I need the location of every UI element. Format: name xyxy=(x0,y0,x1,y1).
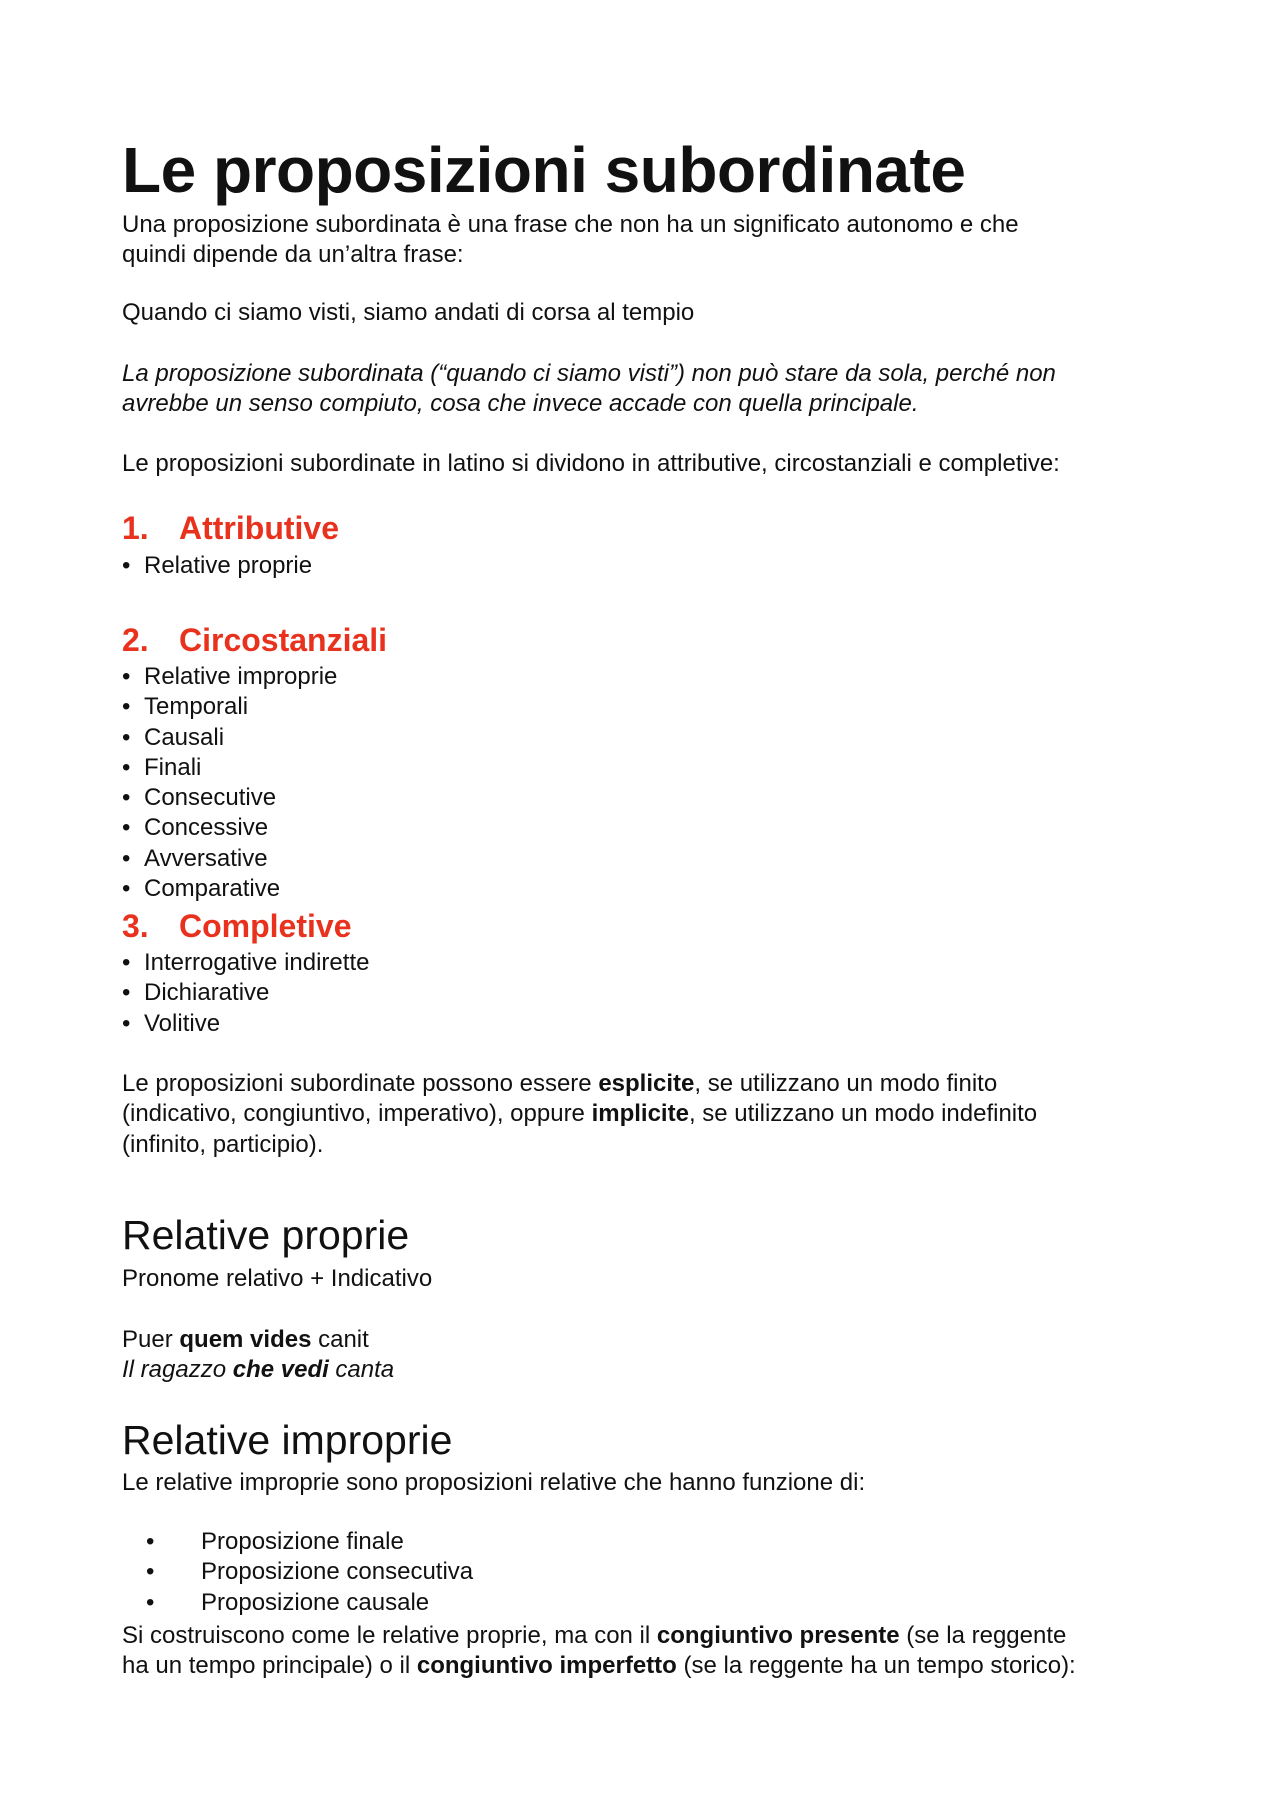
bullet-icon: • xyxy=(122,753,131,781)
list-item-text: Proposizione finale xyxy=(201,1528,404,1555)
section-heading-attributive xyxy=(122,510,339,546)
text-line: Una proposizione subordinata è una frase che non ha un significato autonomo e che xyxy=(122,211,1019,238)
list-item-text: Comparative xyxy=(144,875,281,903)
italian-translation xyxy=(122,1355,394,1385)
circostanziali-list xyxy=(122,662,337,904)
list-item-text: Relative improprie xyxy=(144,663,338,690)
section-heading-circostanziali xyxy=(122,622,387,658)
bullet-icon: • xyxy=(122,693,131,721)
improprie-intro: Le relative improprie sono proposizioni relative che hanno funzione di: xyxy=(122,1469,866,1496)
bullet-icon: • xyxy=(122,979,131,1007)
list-item xyxy=(122,551,312,581)
latin-example xyxy=(122,1325,394,1355)
list-item xyxy=(122,783,337,813)
bullet-icon: • xyxy=(146,1588,155,1616)
bullet-icon: • xyxy=(122,552,131,579)
text: ha un tempo principale) o il xyxy=(122,1652,417,1680)
list-item-text: Avversative xyxy=(144,844,268,872)
bold-term: quem vides xyxy=(179,1326,312,1353)
text-line: La proposizione subordinata (“quando ci siamo visti”) non può stare da sola, perché non xyxy=(122,360,1056,387)
text: Le proposizioni subordinate possono essere xyxy=(122,1070,599,1097)
bullet-icon: • xyxy=(122,949,131,976)
improprie-list xyxy=(122,1527,473,1618)
list-item xyxy=(122,753,337,783)
bold-term: esplicite xyxy=(598,1070,695,1097)
bullet-icon: • xyxy=(122,844,131,872)
list-item-text: Proposizione causale xyxy=(201,1588,430,1616)
list-item-text: Dichiarative xyxy=(144,979,270,1007)
text-line: (infinito, participio). xyxy=(122,1130,324,1158)
section-title: Circostanziali xyxy=(179,622,388,658)
bullet-icon: • xyxy=(122,784,131,812)
list-item xyxy=(122,1588,473,1618)
text: , se utilizzano un modo finito xyxy=(694,1070,998,1097)
completive-list xyxy=(122,948,369,1039)
list-item xyxy=(122,874,337,904)
section-number: 1. xyxy=(122,510,149,546)
bullet-icon: • xyxy=(122,1009,131,1037)
section-heading-completive xyxy=(122,908,351,944)
example-sentence: Quando ci siamo visti, siamo andati di corsa al tempio xyxy=(122,299,695,326)
bullet-icon: • xyxy=(122,875,131,903)
section-number: 2. xyxy=(122,622,149,658)
section-title: Attributive xyxy=(179,510,339,546)
improprie-paragraph xyxy=(122,1621,1076,1682)
text-line xyxy=(122,1099,1037,1129)
bullet-icon: • xyxy=(146,1558,155,1586)
list-item xyxy=(122,948,369,978)
page-title: Le proposizioni subordinate xyxy=(122,134,966,206)
bold-term: congiuntivo presente xyxy=(656,1622,900,1649)
list-item-text: Causali xyxy=(144,723,225,751)
division-paragraph: Le proposizioni subordinate in latino si dividono in attributive, circostanziali e completive: xyxy=(122,450,1060,477)
text-line xyxy=(122,1621,1076,1651)
intro-paragraph xyxy=(122,210,1019,271)
attributive-list xyxy=(122,551,312,581)
heading-relative-proprie: Relative proprie xyxy=(122,1212,410,1258)
list-item xyxy=(122,723,337,753)
bullet-icon: • xyxy=(122,663,131,690)
section-number: 3. xyxy=(122,908,149,944)
bullet-icon: • xyxy=(122,723,131,751)
list-item xyxy=(122,1527,473,1557)
text: (indicativo, congiuntivo, imperativo), oppure xyxy=(122,1100,592,1128)
list-item-text: Volitive xyxy=(144,1009,221,1037)
note-paragraph xyxy=(122,359,1056,420)
text: Si costruiscono come le relative proprie, ma con il xyxy=(122,1622,657,1649)
list-item xyxy=(122,662,337,692)
bold-term: congiuntivo imperfetto xyxy=(416,1652,677,1680)
text: (se la reggente xyxy=(899,1622,1067,1649)
list-item xyxy=(122,1557,473,1587)
list-item-text: Concessive xyxy=(144,814,269,842)
list-item-text: Finali xyxy=(144,753,202,781)
bullet-icon: • xyxy=(122,814,131,842)
example-block xyxy=(122,1325,394,1386)
text: Puer xyxy=(122,1326,180,1353)
text: canta xyxy=(328,1356,395,1384)
list-item-text: Proposizione consecutiva xyxy=(201,1558,474,1586)
rule-text: Pronome relativo + Indicativo xyxy=(122,1265,433,1292)
list-item xyxy=(122,978,369,1008)
list-item xyxy=(122,1009,369,1039)
text-line xyxy=(122,1069,1037,1099)
bold-term: implicite xyxy=(591,1100,689,1128)
heading-relative-improprie: Relative improprie xyxy=(122,1417,453,1463)
text-line: quindi dipende da un’altra frase: xyxy=(122,241,464,269)
list-item-text: Temporali xyxy=(144,693,249,721)
text: (se la reggente ha un tempo storico): xyxy=(676,1652,1076,1680)
list-item-text: Relative proprie xyxy=(144,552,313,579)
section-title: Completive xyxy=(179,908,352,944)
list-item-text: Interrogative indirette xyxy=(144,949,370,976)
list-item xyxy=(122,692,337,722)
bold-term: che vedi xyxy=(232,1356,329,1384)
text: Il ragazzo xyxy=(122,1356,233,1384)
text-line xyxy=(122,1651,1076,1681)
list-item xyxy=(122,813,337,843)
text: , se utilizzano un modo indefinito xyxy=(688,1100,1038,1128)
text-line: avrebbe un senso compiuto, cosa che invece accade con quella principale. xyxy=(122,390,919,418)
list-item-text: Consecutive xyxy=(144,784,277,812)
text: canit xyxy=(311,1326,369,1353)
bullet-icon: • xyxy=(146,1528,155,1555)
modes-paragraph xyxy=(122,1069,1037,1160)
list-item xyxy=(122,844,337,874)
